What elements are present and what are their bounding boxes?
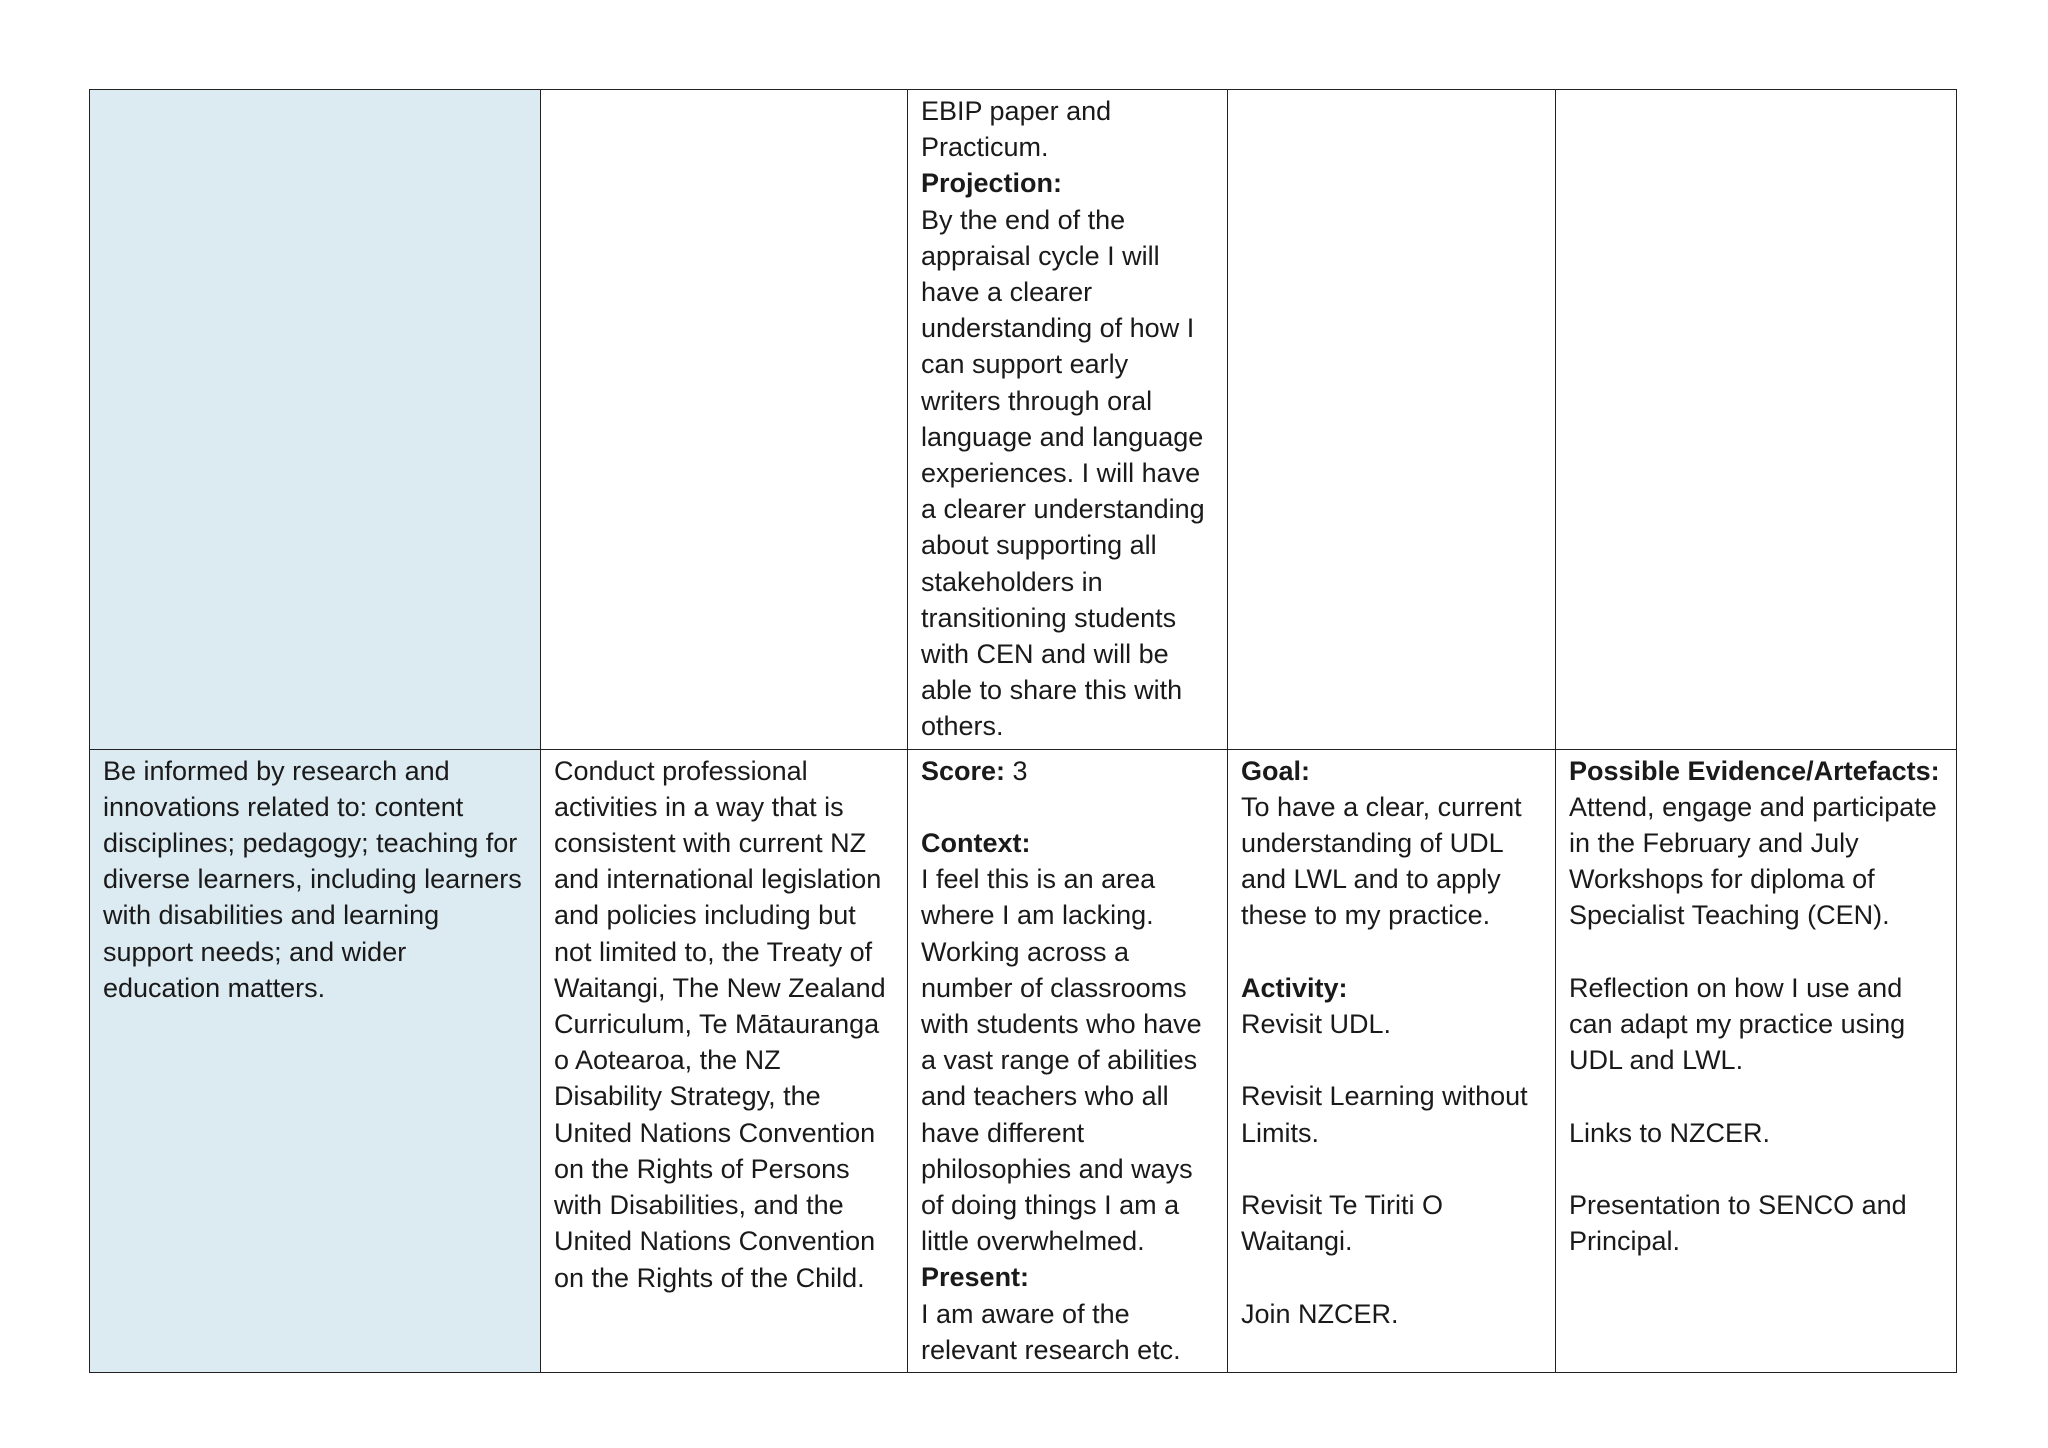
table-row (90, 749, 1957, 1372)
activity-item: Revisit UDL. (1241, 1009, 1392, 1040)
activity-item: Join NZCER. (1241, 1298, 1399, 1329)
present-heading: Present: (921, 1262, 1030, 1293)
score-line (921, 753, 1215, 789)
evidence-item: Presentation to SENCO and Principal. (1569, 1190, 1907, 1257)
activity-item: Revisit Learning without Limits. (1241, 1081, 1528, 1148)
score-label: Score: (921, 755, 1006, 786)
goal-cell (1228, 749, 1556, 1372)
indicator-text: Conduct professional activities in a way that is consistent with current NZ and international legislation and policies including but not limited to, the Treaty of Waitangi, The New Zealand Curriculum, Te Mātauranga o Aotearoa, the NZ Disability Strategy, the United Nations Convention on the Rights of Persons with Disabilities, and the United Nations Convention on the Rights of the Child. (554, 755, 886, 1293)
present-text: I am aware of the relevant research etc. (921, 1298, 1181, 1365)
standard-text: Be informed by research and innovations related to: content disciplines; pedagogy; teaching for diverse learners, including learners with disabilities and learning support needs; and wider education matters. (103, 755, 522, 1003)
goal-heading: Goal: (1241, 755, 1311, 786)
context-text: I feel this is an area where I am lacking. Working across a number of classrooms with students who have a vast range of abilities and teachers who all have different philosophies and ways of doing things I am a little overwhelmed. (921, 864, 1202, 1257)
reflection-cell (908, 90, 1228, 750)
evidence-item: Reflection on how I use and can adapt my practice using UDL and LWL. (1569, 972, 1906, 1076)
goal-cell (1228, 90, 1556, 750)
projection-text: By the end of the appraisal cycle I will have a clearer understanding of how I can support early writers through oral language and language experiences. I will have a clearer understanding about supporting all stakeholders in transitioning students with CEN and will be able to share this with others. (921, 204, 1205, 742)
indicator-cell (541, 90, 908, 750)
goal-text: To have a clear, current understanding of UDL and LWL and to apply these to my practice. (1241, 791, 1522, 931)
evidence-heading: Possible Evidence/Artefacts: (1569, 755, 1940, 786)
evidence-item: Attend, engage and participate in the February and July Workshops for diploma of Specialist Teaching (CEN). (1569, 791, 1937, 931)
activity-item: Revisit Te Tiriti O Waitangi. (1241, 1190, 1444, 1257)
table-row (90, 90, 1957, 750)
standard-cell (90, 90, 541, 750)
activity-heading: Activity: (1241, 972, 1348, 1003)
reflection-cell (908, 749, 1228, 1372)
projection-heading: Projection: (921, 168, 1063, 199)
evidence-item: Links to NZCER. (1569, 1117, 1771, 1148)
reflection-intro: EBIP paper and Practicum. (921, 96, 1112, 163)
score-value: 3 (1005, 755, 1028, 786)
indicator-cell (541, 749, 908, 1372)
appraisal-table (89, 89, 1957, 1373)
evidence-cell (1556, 749, 1957, 1372)
context-heading: Context: (921, 828, 1031, 859)
standard-cell (90, 749, 541, 1372)
evidence-cell (1556, 90, 1957, 750)
